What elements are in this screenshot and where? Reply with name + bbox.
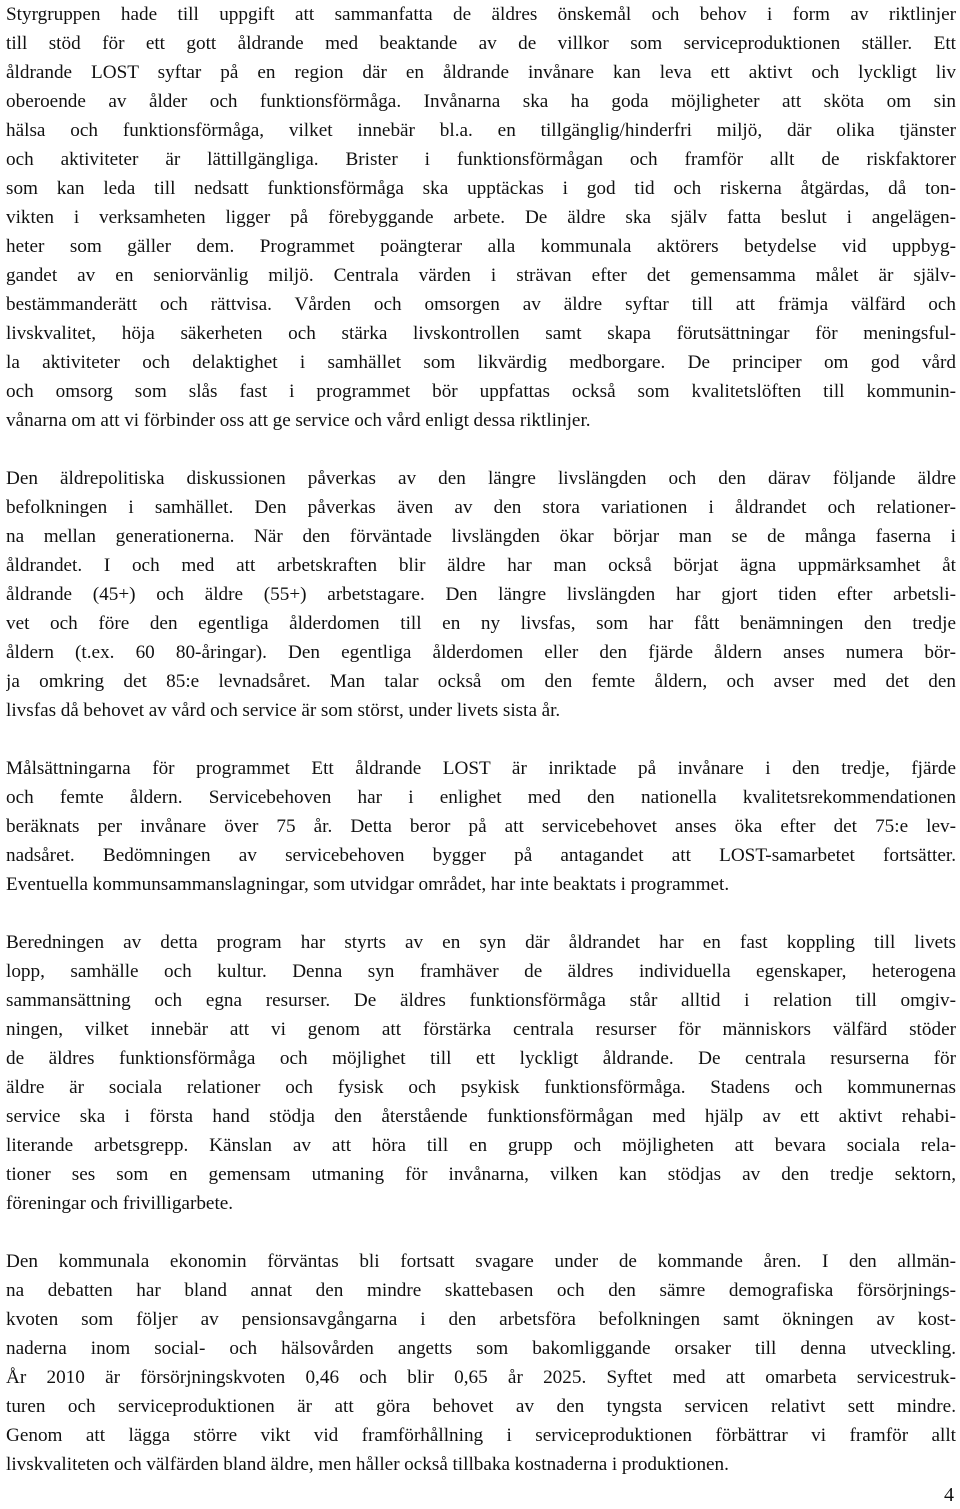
text-line: livskvalitet, höja säkerheten och stärka livskontrollen samt skapa förutsättningar för meningsful- <box>6 323 956 344</box>
text-line: de äldres funktionsförmåga och möjlighet till ett lyckligt åldrande. De centrala resurserna för <box>6 1048 956 1069</box>
text-line: naderna inom social- och hälsovården angetts som bakomliggande orsaker till denna utveckling. <box>6 1338 956 1359</box>
page-number: 4 <box>944 1484 954 1506</box>
text-line: åldern (t.ex. 60 80-åringar). Den egentliga ålderdomen eller den fjärde åldern anses numera bör- <box>6 642 956 663</box>
text-line: åldrande (45+) och äldre (55+) arbetstagare. Den längre livslängden har gjort tiden efter arbetsli- <box>6 584 956 605</box>
paragraph-2 <box>6 464 956 725</box>
text-line: literande arbetsgrepp. Känslan av att höra till en grupp och möjligheten att bevara sociala rela- <box>6 1135 956 1156</box>
text-line: till stöd för ett gott åldrande med beaktande av de villkor som serviceproduktionen ställer. Ett <box>6 33 956 54</box>
paragraph-gap <box>6 435 956 464</box>
text-line: la aktiviteter och delaktighet i samhället som likvärdig medborgare. De principer om god vård <box>6 352 956 373</box>
text-line: bestämmanderätt och rättvisa. Vården och omsorgen av äldre syftar till att främja välfärd och <box>6 294 956 315</box>
text-line: kvoten som följer av pensionsavgångarna i den arbetsföra befolkningen samt ökningen av kost- <box>6 1309 956 1330</box>
paragraph-gap <box>6 725 956 754</box>
text-line: åldrandet. I och med att arbetskraften blir äldre har man också börjat ägna uppmärksamhet åt <box>6 555 956 576</box>
text-line: vånarna om att vi förbinder oss att ge service och vård enligt dessa riktlinjer. <box>6 410 591 431</box>
text-line: År 2010 är försörjningskvoten 0,46 och blir 0,65 år 2025. Syftet med att omarbeta servicestruk- <box>6 1367 956 1388</box>
text-line: sammansättning och egna resurser. De äldres funktionsförmåga står alltid i relation till omgiv- <box>6 990 956 1011</box>
text-line: na debatten har bland annat den mindre skattebasen och den sämre demografiska försörjnings- <box>6 1280 956 1301</box>
text-line: heter som gäller dem. Programmet poängterar alla kommunala aktörers betydelse vid uppbyg- <box>6 236 956 257</box>
text-line: föreningar och frivilligarbete. <box>6 1193 234 1214</box>
text-line: och femte åldern. Servicebehoven har i enlighet med den nationella kvalitetsrekommendationen <box>6 787 956 808</box>
text-line: service ska i första hand stödja den återstående funktionsförmågan med hjälp av ett aktivt rehabi- <box>6 1106 956 1127</box>
paragraph-4 <box>6 928 956 1218</box>
paragraph-5 <box>6 1247 956 1479</box>
document-page <box>6 0 956 1479</box>
text-line: livsfas då behovet av vård och service är som störst, under livets sista år. <box>6 700 561 721</box>
text-line: oberoende av ålder och funktionsförmåga. Invånarna ska ha goda möjligheter att sköta om sin <box>6 91 956 112</box>
text-line: åldrande LOST syftar på en region där en åldrande invånare kan leva ett aktivt och lyckligt liv <box>6 62 956 83</box>
text-line: Beredningen av detta program har styrts av en syn där åldrandet har en fast koppling till livets <box>6 932 956 953</box>
text-line: och aktiviteter är lättillgängliga. Brister i funktionsförmågan och framför allt de riskfaktorer <box>6 149 956 170</box>
text-line: tioner ses som en gemensam utmaning för invånarna, vilken kan stödjas av den tredje sektorn, <box>6 1164 956 1185</box>
text-line: Eventuella kommunsammanslagningar, som utvidgar området, har inte beaktats i programmet. <box>6 874 730 895</box>
text-line: turen och serviceproduktionen är att göra behovet av den tyngsta servicen relativt sett mindre. <box>6 1396 956 1417</box>
text-line: gandet av en seniorvänlig miljö. Centrala värden i strävan efter det gemensamma målet är själv- <box>6 265 956 286</box>
text-line: som kan leda till nedsatt funktionsförmåga ska upptäckas i god tid och riskerna åtgärdas, då ton- <box>6 178 956 199</box>
text-line: na mellan generationerna. När den förväntade livslängden ökar börjar man se de många faserna i <box>6 526 956 547</box>
text-line: vet och före den egentliga ålderdomen till en ny livsfas, som har fått benämningen den tredje <box>6 613 956 634</box>
text-line: Målsättningarna för programmet Ett åldrande LOST är inriktade på invånare i den tredje, fjärde <box>6 758 956 779</box>
text-line: livskvaliteten och välfärden bland äldre, men håller också tillbaka kostnaderna i produktionen. <box>6 1454 729 1475</box>
text-line: äldre är sociala relationer och fysisk och psykisk funktionsförmåga. Stadens och kommunernas <box>6 1077 956 1098</box>
text-line: nadsåret. Bedömningen av servicebehoven bygger på antagandet att LOST-samarbetet fortsätter. <box>6 845 956 866</box>
text-line: och omsorg som slås fast i programmet bör uppfattas också som kvalitetslöften till kommunin- <box>6 381 956 402</box>
text-line: Genom att lägga större vikt vid framförhållning i serviceproduktionen förbättrar vi framför allt <box>6 1425 956 1446</box>
paragraph-gap <box>6 1218 956 1247</box>
text-line: hälsa och funktionsförmåga, vilket innebär bl.a. en tillgänglig/hinderfri miljö, där olika tjänster <box>6 120 956 141</box>
text-line: Den äldrepolitiska diskussionen påverkas av den längre livslängden och den därav följande äldre <box>6 468 956 489</box>
text-line: Den kommunala ekonomin förväntas bli fortsatt svagare under de kommande åren. I den allmän- <box>6 1251 956 1272</box>
text-line: ja omkring det 85:e levnadsåret. Man talar också om den femte åldern, och avser med det den <box>6 671 956 692</box>
text-line: beräknats per invånare över 75 år. Detta beror på att servicebehovet anses öka efter det 75:e lev- <box>6 816 956 837</box>
text-line: lopp, samhälle och kultur. Denna syn framhäver de äldres individuella egenskaper, heterogena <box>6 961 956 982</box>
text-line: ningen, vilket innebär att vi genom att förstärka centrala resurser för människors välfärd stöder <box>6 1019 956 1040</box>
text-line: befolkningen i samhället. Den påverkas även av den stora variationen i åldrandet och relationer- <box>6 497 956 518</box>
paragraph-3 <box>6 754 956 899</box>
text-line: vikten i verksamheten ligger på förebyggande arbete. De äldre ska själv fatta beslut i angelägen- <box>6 207 956 228</box>
paragraph-1 <box>6 0 956 435</box>
text-line: Styrgruppen hade till uppgift att sammanfatta de äldres önskemål och behov i form av riktlinjer <box>6 4 956 25</box>
paragraph-gap <box>6 899 956 928</box>
